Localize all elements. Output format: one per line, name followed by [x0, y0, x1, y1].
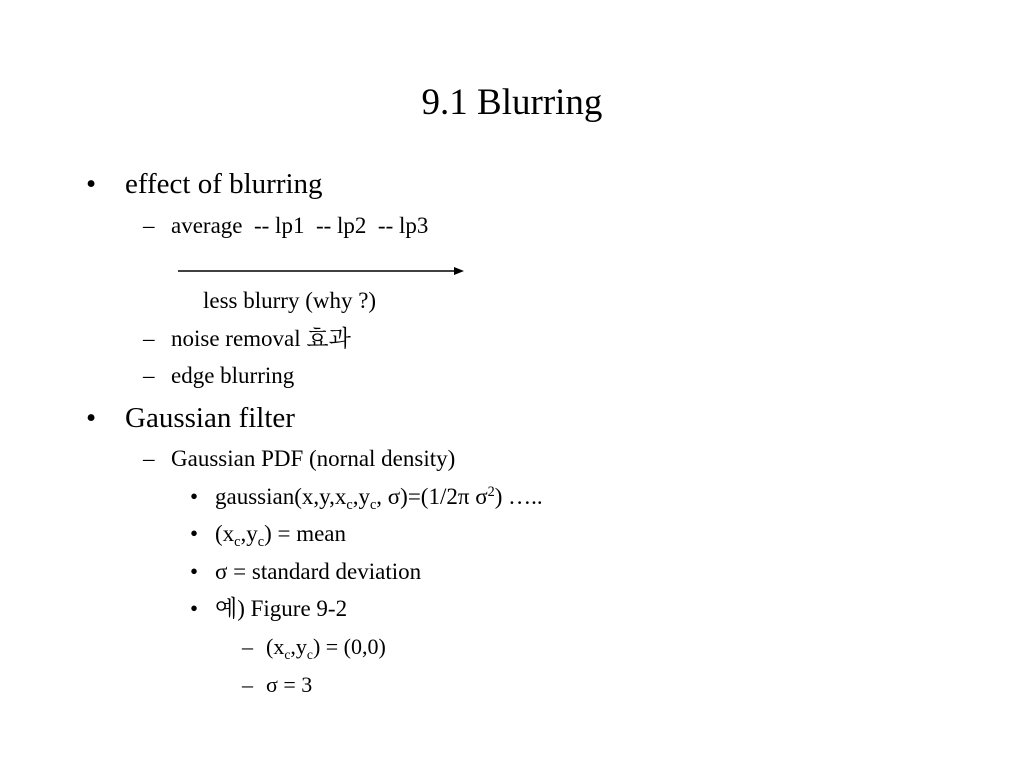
sub-bullet-edge-blurring: edge blurring — [171, 363, 295, 388]
dash-marker: – — [143, 213, 155, 238]
bullet-marker: • — [190, 596, 199, 621]
dash-marker: – — [242, 634, 253, 659]
mean-definition: $(x_c,y_c)$ = mean — [215, 521, 347, 550]
sub-bullet-gaussian-pdf: Gaussian PDF (nornal density) — [171, 446, 456, 471]
dash-marker: – — [143, 326, 155, 351]
sub-bullet-noise-removal: noise removal 효과 — [171, 326, 351, 351]
bullet-gaussian-filter: Gaussian filter — [125, 402, 295, 434]
bullet-marker: • — [190, 484, 199, 509]
bullet-effect-of-blurring: effect of blurring — [125, 168, 323, 200]
dash-marker: – — [143, 446, 155, 471]
right-arrow-icon — [178, 264, 464, 278]
less-blurry-note: less blurry (why ?) — [203, 288, 377, 313]
bullet-marker: • — [190, 559, 199, 584]
example-figure: 예) Figure 9-2 — [215, 596, 348, 621]
sigma-definition: σ = standard deviation — [215, 559, 422, 584]
dash-marker: – — [242, 672, 253, 697]
bullet-marker: • — [86, 402, 97, 434]
bullet-marker: • — [86, 168, 97, 200]
bullet-marker: • — [190, 521, 199, 546]
slide-title: 9.1 Blurring — [421, 82, 603, 123]
gaussian-formula: $gaussian(x,y,x_c,y_c$, σ)=(1/2π $\sigma^2$) ….. — [215, 484, 543, 513]
dash-marker: – — [143, 363, 155, 388]
origin-values: $(x_c,y_c) = (0,0)$ — [266, 634, 386, 662]
sigma-value: σ = 3 — [266, 672, 313, 697]
sub-bullet-average: average -- lp1 -- lp2 -- lp3 — [171, 213, 429, 238]
